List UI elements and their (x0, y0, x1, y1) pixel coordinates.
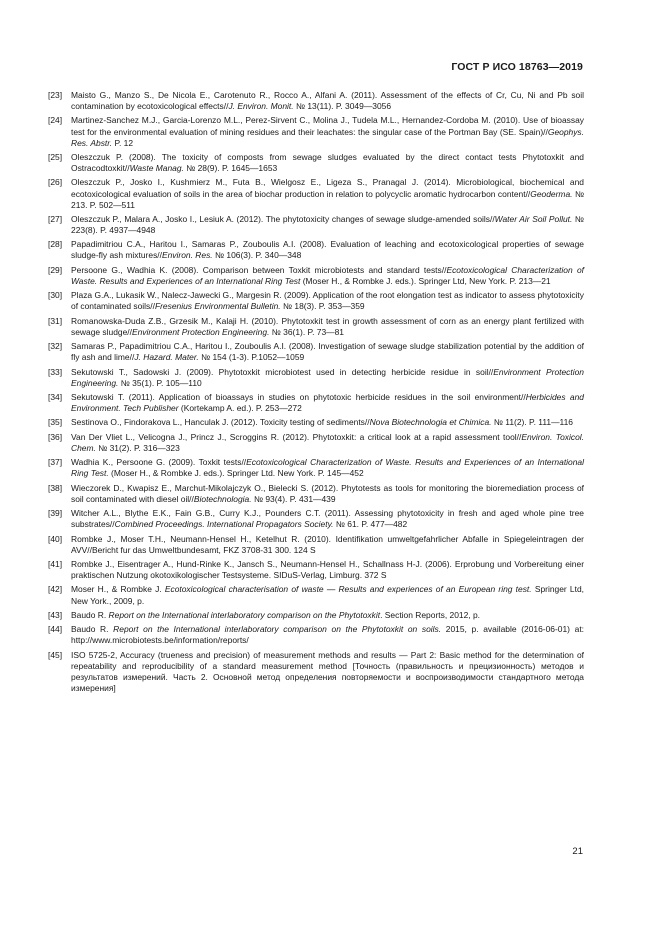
reference-item (48, 650, 584, 694)
reference-text-part: № 93(4). P. 431—439 (251, 493, 336, 504)
reference-source-italic: Biotechnologia. (193, 493, 252, 504)
reference-text-part: (Kortekamp A. ed.). P. 253—272 (178, 403, 302, 414)
reference-source-italic: Herbicides and Environment. Tech Publisher (71, 392, 584, 414)
reference-text-part: № 35(1). P. 105—110 (118, 377, 202, 388)
reference-source-italic: Ecotoxicological characterisation of waste — Results and experiences of an European ring test. (164, 584, 532, 595)
reference-source-italic: Nova Biotechnologia et Chimica. (369, 417, 492, 428)
reference-number: [23] (48, 90, 63, 100)
reference-text-part: № 154 (1-3). P.1052—1059 (198, 352, 305, 363)
reference-number: [35] (48, 417, 63, 428)
reference-item (48, 559, 584, 581)
reference-text-part: Wadhia K., Persoone G. (2009). Toxkit tests// (71, 457, 247, 468)
reference-item (48, 290, 584, 312)
reference-text (71, 483, 584, 505)
reference-text (71, 534, 584, 556)
reference-source-italic: Environment Protection Engineering. (131, 326, 270, 337)
reference-number: [38] (48, 482, 63, 493)
reference-number: [27] (48, 213, 63, 224)
reference-text (71, 367, 584, 389)
reference-number: [29] (48, 264, 63, 275)
reference-item (48, 483, 584, 505)
reference-text-part: Baudo R. (71, 624, 114, 635)
reference-text-part: № 28(9). P. 1645—1653 (183, 163, 278, 174)
reference-text-part: Springer Ltd, New York., 2009, p. (71, 584, 584, 606)
reference-text-part: Persoone G., Wadhia K. (2008). Comparison between Toxkit microbiotests and standard tests// (71, 264, 447, 275)
reference-source-italic: Report on the International interlaboratory comparison on the Phytotoxkit on soils. (113, 624, 442, 635)
reference-text-part: № 31(2). P. 316—323 (95, 442, 180, 453)
reference-text-part: 2015, p. available (2016-06-01) at: http://www.microbiotests.be/information/reports/ (71, 624, 585, 646)
reference-number: [34] (48, 392, 63, 402)
reference-item (48, 457, 584, 479)
reference-text-part: № 61. P. 477—482 (333, 519, 408, 530)
reference-text-part: Plaza G.A., Lukasik W., Nalecz-Jawecki G., Margesin R. (2009). Application of the root elongation test as indicator to assess phytotoxicity of contaminated soils// (71, 290, 584, 312)
reference-text-part: Oleszczuk P., Malara A., Josko I., Lesiuk A. (2012). The phytotoxicity changes of sewage sludge-amended soils// (71, 213, 495, 224)
reference-number: [36] (48, 431, 63, 442)
reference-number: [32] (48, 341, 63, 352)
reference-number: [39] (48, 508, 63, 519)
reference-item (48, 432, 584, 454)
reference-text-part: Martinez-Sanchez M.J., Garcia-Lorenzo M.L., Perez-Sirvent C., Molina J., Tudela M.L., Hernandez-Cordoba M. (2010). Use of bioassay test for the environmental evaluation of mining residues and their leachates: the singular case of the Portman Bay (SE. Spain)// (71, 115, 584, 137)
standard-header: ГОСТ Р ИСО 18763—2019 (451, 61, 583, 73)
reference-text-part: Rombke J., Eisentrager A., Hund-Rinke K., Jansch S., Neumann-Hensel H., Schallnass H-J. (2006). Erprobung und Vorbereitung einer praktischen Nutzung okotoxikologischer Testsysteme. SIDuS-Verlag, Limburg. 372 S (71, 558, 584, 581)
reference-text (71, 341, 584, 363)
reference-text (71, 584, 584, 606)
reference-text-part: Sestinova O., Findorakova L., Hanculak J. (2012). Toxicity testing of sediments// (71, 417, 370, 428)
reference-text (71, 650, 584, 694)
reference-text-part: Maisto G., Manzo S., De Nicola E., Carotenuto R., Rocco A., Alfani A. (2011). Assessment of the effects of Cr, Cu, Ni and Pb soil contamination by ecotoxicological effects// (71, 90, 584, 112)
reference-source-italic: Environment Protection Engineering. (71, 366, 585, 388)
reference-text (71, 152, 584, 174)
reference-source-italic: Report on the International interlaboratory comparison on the Phytotoxkit (108, 609, 381, 620)
reference-item (48, 239, 584, 261)
reference-item (48, 534, 584, 556)
reference-number: [44] (48, 624, 63, 635)
reference-text-part: Baudo R. (71, 609, 109, 620)
reference-number: [33] (48, 366, 63, 377)
reference-text (71, 624, 584, 646)
reference-item (48, 90, 584, 112)
reference-text-part: Witcher A.L., Blythe E.K., Fain G.B., Curry K.J., Pounders C.T. (2011). Assessing phytotoxicity in fresh and aged whole pine tree substrates// (71, 508, 584, 530)
reference-item (48, 214, 584, 236)
reference-text (71, 559, 584, 581)
reference-text-part: № 13(11). P. 3049—3056 (293, 101, 392, 112)
reference-item (48, 392, 584, 414)
reference-number: [37] (48, 457, 63, 468)
reference-text (71, 214, 584, 236)
reference-source-italic: Geoderma. (530, 188, 573, 199)
reference-item (48, 152, 584, 174)
reference-text-part: Wieczorek D., Kwapisz E., Marchut-Mikolajczyk O., Bielecki S. (2012). Phytotests as tools for monitoring the bioremediation process of soil contaminated with diesel oil// (71, 482, 584, 504)
reference-number: [41] (48, 558, 63, 569)
reference-source-italic: J. Environ. Monit. (228, 101, 294, 112)
reference-text-part: Oleszczuk P., Josko I., Kushmierz M., Futa B., Wielgosz E., Ligeza S., Pranagal J. (2014). Microbiological, biochemical and ecotoxicological evaluation of soils in the area of biochar production in relation to polycyclic aromatic hydrocarbon content// (71, 177, 584, 199)
reference-item (48, 624, 584, 646)
reference-number: [30] (48, 290, 63, 301)
reference-text (71, 290, 584, 312)
reference-text-part: № 36(1). P. 73—81 (269, 326, 344, 337)
reference-text-part: № 213. P. 502—511 (71, 188, 584, 210)
reference-number: [31] (48, 315, 63, 326)
reference-text-part: № 223(8). P. 4937—4948 (71, 213, 584, 236)
reference-text (71, 239, 584, 261)
reference-text (71, 115, 584, 148)
reference-number: [43] (48, 609, 63, 620)
reference-text-part: (Moser H., & Rombke J. eds.). Springer Ltd. New York. P. 145—452 (108, 468, 364, 479)
reference-text (71, 265, 584, 287)
reference-source-italic: Ecotoxicological Characterization of Waste. Results and Experiences of an International Ring Test. (71, 457, 584, 479)
reference-text-part: № 106(3). P. 340—348 (212, 250, 302, 261)
reference-item (48, 584, 584, 606)
reference-number: [42] (48, 584, 63, 595)
reference-item (48, 367, 584, 389)
reference-text-part: Papadimitriou C.A., Haritou I., Samaras P., Zouboulis A.I. (2008). Evaluation of leaching and ecotoxicological properties of sewage sludge-fly ash mixtures// (71, 239, 584, 261)
reference-text (71, 177, 584, 210)
reference-source-italic: Waste Manag. (129, 163, 184, 174)
reference-source-italic: Combined Proceedings. International Propagators Society. (114, 519, 334, 530)
reference-text-part: Sekutowski T. (2011). Application of bioassays in studies on phytotoxic herbicide residues in the soil environment// (71, 392, 526, 402)
reference-text-part: Van Der Vliet L., Velicogna J., Princz J., Scroggins R. (2012). Phytotoxkit: a critical look at a rapid assessment tool// (71, 431, 522, 442)
reference-text-part: Oleszczuk P. (2008). The toxicity of composts from sewage sludges evaluated by the direct contact tests Phytotoxkit and Ostracodtoxkit// (71, 151, 584, 174)
reference-text-part: № 18(3). P. 353—359 (280, 301, 365, 312)
reference-text-part: Samaras P., Papadimitriou C.A., Haritou I., Zouboulis A.I. (2008). Investigation of sewage sludge stabilization potential by the addition of fly ash and lime// (71, 341, 584, 363)
reference-number: [40] (48, 533, 63, 544)
reference-list (48, 90, 584, 697)
reference-text (71, 457, 584, 479)
reference-item (48, 177, 584, 210)
reference-source-italic: Fresenius Environmental Bulletin. (154, 301, 281, 312)
reference-source-italic: Ecotoxicological Characterization of Waste. Results and Experiences of an International Ring Test (71, 264, 584, 286)
reference-text-part: № 11(2). P. 111—116 (491, 417, 573, 428)
reference-item (48, 265, 584, 287)
reference-text-part: (Moser H., & Rombke J. eds.). Springer Ltd, New York. P. 213—21 (300, 275, 551, 286)
reference-source-italic: Geophys. Res. Abstr. (71, 126, 584, 148)
reference-item (48, 417, 584, 428)
page-number: 21 (572, 846, 583, 857)
reference-text-part: Rombke J., Moser T.H., Neumann-Hensel H., Ketelhut R. (2010). Identifikation umweltgefahrlicher Abfalle in Spiegeleintragen der AVV//Bericht fur das Umweltbundesamt, FKZ 3708-31 300. 124 S (71, 533, 584, 555)
reference-text-part: . Section Reports, 2012, p. (380, 609, 480, 620)
reference-item (48, 610, 584, 621)
reference-item (48, 341, 584, 363)
reference-text (71, 392, 584, 414)
reference-text-part: P. 12 (112, 137, 134, 148)
reference-source-italic: Water Air Soil Pollut. (494, 213, 573, 224)
reference-item (48, 115, 584, 148)
reference-text-part: Romanowska-Duda Z.B., Grzesik M., Kalaji H. (2010). Phytotoxkit test in growth assessment of corn as an energy plant fertilized with sewage sludge// (71, 315, 584, 337)
reference-text (71, 508, 584, 530)
reference-number: [25] (48, 151, 63, 162)
reference-item (48, 508, 584, 530)
reference-text-part: ISO 5725-2, Accuracy (trueness and precision) of measurement methods and results — Part 2: Basic method for the determination of repeatability and reproducibility of a standard measurement method [Точность (правильность и прецизионность) методов и результатов измерений. Часть 2. Основной метод определения повторяемости и воспроизводимости стандартного метода измерения] (71, 649, 584, 693)
reference-number: [26] (48, 177, 63, 188)
reference-text (71, 432, 584, 454)
reference-text (71, 316, 584, 338)
reference-number: [28] (48, 239, 63, 250)
reference-text (71, 417, 584, 428)
reference-source-italic: Environ. Res. (161, 250, 213, 261)
reference-number: [24] (48, 115, 63, 126)
reference-text (71, 90, 584, 112)
reference-number: [45] (48, 649, 63, 660)
reference-source-italic: Environ. Toxicol. Chem. (71, 431, 584, 453)
reference-item (48, 316, 584, 338)
reference-text (71, 610, 584, 621)
reference-text-part: Sekutowski T., Sadowski J. (2009). Phytotoxkit microbiotest used in detecting herbicide residue in soil// (71, 366, 494, 377)
reference-source-italic: J. Hazard. Mater. (134, 352, 199, 363)
reference-text-part: Moser H., & Rombke J. (71, 584, 165, 595)
